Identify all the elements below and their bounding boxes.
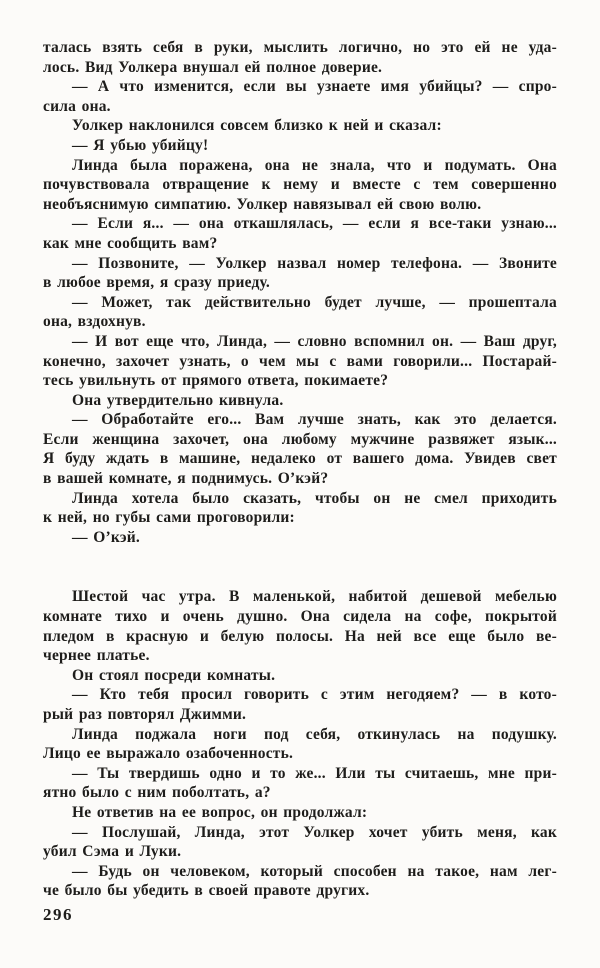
text-line: в любое время, я сразу приеду. bbox=[43, 274, 271, 292]
text-line: талась взять себя в руки, мыслить логично, но это ей не уда- bbox=[43, 39, 557, 56]
text-block bbox=[43, 38, 557, 901]
text-line: почувствовала отвращение к нему и вместе с тем совершенно bbox=[43, 176, 557, 194]
text-line: — А что изменится, если вы узнаете имя убийцы? — спро- bbox=[72, 78, 557, 96]
text-line: Уолкер наклонился совсем близко к ней и сказал: bbox=[72, 117, 442, 135]
text-line: — Обработайте его... Вам лучше знать, как это делается. bbox=[72, 411, 557, 429]
text-line: Линда хотела было сказать, чтобы он не смел приходить bbox=[72, 489, 557, 507]
text-line: — Позвоните, — Уолкер назвал номер телефона. — Звоните bbox=[72, 254, 557, 272]
text-line: пледом в красную и белую полосы. На ней все еще было ве- bbox=[43, 627, 557, 645]
text-line: конечно, захочет узнать, о чем мы с вами говорили... Постарай- bbox=[43, 352, 557, 370]
text-line: необъяснимую симпатию. Уолкер навязывал ей свою волю. bbox=[43, 195, 482, 213]
text-line: Линда была поражена, она не знала, что и подумать. Она bbox=[72, 156, 557, 174]
text-line: к ней, но губы сами проговорили: bbox=[43, 509, 295, 527]
text-line: — Будь он человеком, который способен на такое, нам лег- bbox=[72, 862, 557, 880]
page-number: 296 bbox=[43, 905, 73, 924]
text-line: Не ответив на ее вопрос, он продолжал: bbox=[72, 803, 368, 821]
text-line: Она утвердительно кивнула. bbox=[72, 391, 284, 409]
text-line: тесь увильнуть от прямого ответа, покимаете? bbox=[43, 372, 389, 390]
text-line: — И вот еще что, Линда, — словно вспомнил он. — Ваш друг, bbox=[72, 332, 557, 350]
text-line: Он стоял посреди комнаты. bbox=[72, 666, 276, 684]
text-line: Я буду ждать в машине, недалеко от вашего дома. Увидев свет bbox=[43, 450, 557, 468]
text-line: — О’кэй. bbox=[72, 528, 140, 546]
text-line: — Может, так действительно будет лучше, — прошептала bbox=[72, 293, 557, 311]
text-line: — Послушай, Линда, этот Уолкер хочет убить меня, как bbox=[72, 823, 557, 841]
text-line: она, вздохнув. bbox=[43, 313, 146, 331]
text-line: — Кто тебя просил говорить с этим негодяем? — в кото- bbox=[72, 686, 557, 704]
text-line: че было бы убедить в своей правоте других. bbox=[43, 882, 370, 900]
text-line: — Ты твердишь одно и то же... Или ты считаешь, мне при- bbox=[72, 764, 557, 782]
text-line: комнате тихо и очень душно. Она сидела на софе, покрытой bbox=[43, 608, 557, 626]
text-line: Если женщина захочет, она любому мужчине развяжет язык... bbox=[43, 430, 557, 448]
text-line: сила она. bbox=[43, 97, 111, 115]
text-line: Шестой час утра. В маленькой, набитой дешевой мебелью bbox=[72, 588, 557, 606]
text-line: убил Сэма и Луки. bbox=[43, 843, 182, 861]
text-line: Лицо ее выражало озабоченность. bbox=[43, 745, 294, 763]
text-line: чернее платье. bbox=[43, 647, 150, 665]
text-line: как мне сообщить вам? bbox=[43, 234, 218, 252]
text-line: ятно было с ним поболтать, а? bbox=[43, 784, 271, 802]
text-line: — Я убью убийцу! bbox=[72, 136, 209, 154]
text-line: рый раз повторял Джимми. bbox=[43, 706, 247, 723]
text-line: — Если я... — она откашлялась, — если я все-таки узнаю... bbox=[72, 215, 557, 233]
text-line: лось. Вид Уолкера внушал ей полное доверие. bbox=[43, 58, 383, 76]
text-line: Линда поджала ноги под себя, откинулась на подушку. bbox=[72, 725, 557, 743]
text-line: в вашей комнате, я поднимусь. О’кэй? bbox=[43, 470, 329, 488]
